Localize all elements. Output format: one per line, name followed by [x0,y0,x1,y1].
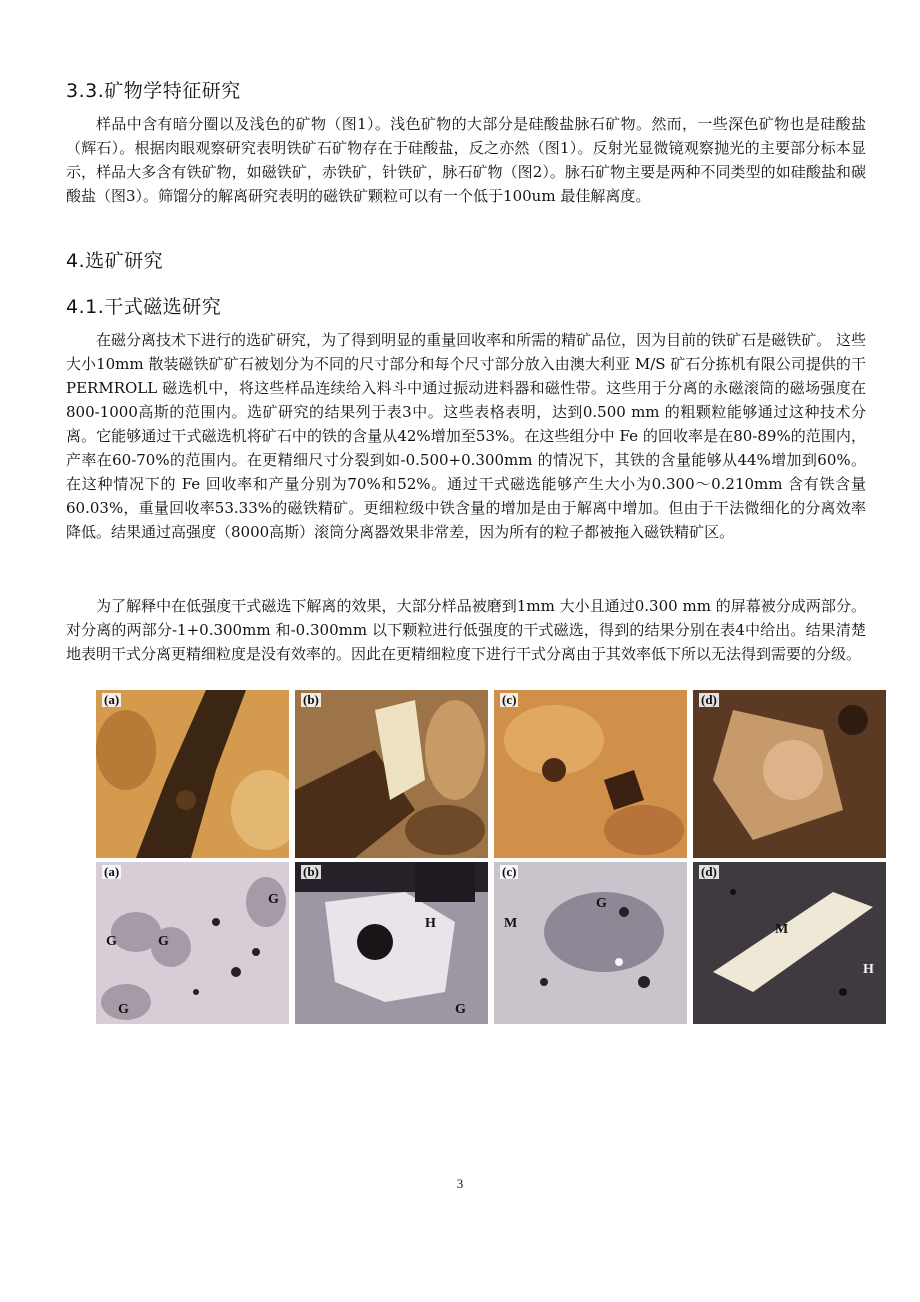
panel-label: (a) [104,692,120,707]
paragraph-mineralogy: 样品中含有暗分圈以及浅色的矿物（图1）。浅色矿物的大部分是硅酸盐脉石矿物。然而，一些深色矿物也是硅酸盐（辉石）。根据肉眼观察研究表明铁矿石矿物存在于硅酸盐，反之亦然（图1）。反射光显微镜观察抛光的主要部分标本显示，样品大多含有铁矿物，如磁铁矿，赤铁矿，针铁矿，脉石矿物（图2）。脉石矿物主要是两种不同类型的如硅酸盐和碳酸盐（图3）。筛馏分的解离研究表明的磁铁矿颗粒可以有一个低于100um 最佳解离度。 [66,115,866,205]
mineral-label: G [596,896,607,911]
photo-top-a [96,690,289,858]
photo-top-b [295,690,488,858]
panel-label: (d) [701,692,717,707]
photo-top-d [693,690,886,858]
figure-2-micrographs [96,862,888,1024]
mineral-label: G [118,1002,129,1017]
mineral-label: G [455,1002,466,1017]
panel-label: (d) [701,864,717,879]
panel-label: (b) [303,864,319,879]
mineral-label: H [863,962,874,977]
photo-top-c [494,690,687,858]
page-number: 3 [456,1176,464,1191]
panel-label: (c) [502,692,517,707]
panel-label: (b) [303,692,319,707]
mineral-label: G [158,934,169,949]
micrograph-d [693,862,886,1024]
micrograph-c [494,862,687,1024]
mineral-label: G [268,892,279,907]
micrograph-b [295,862,488,1024]
micrograph-a [96,862,289,1024]
mineral-label: G [106,934,117,949]
section-heading-4: 4.选矿研究 [66,250,164,272]
paragraph-dry-magnetic-1: 在磁分离技术下进行的选矿研究，为了得到明显的重量回收率和所需的精矿品位，因为目前的铁矿石是磁铁矿。 这些大小10mm 散装磁铁矿矿石被划分为不同的尺寸部分和每个尺寸部分放入由澳大利亚 M/S 矿石分拣机有限公司提供的干 PERMROLL 磁选机中，将这些样品连续给入料斗中通过振动进料器和磁性带。这些用于分离的永磁滚筒的磁场强度在800-1000高斯的范围内。选矿研究的结果列于表3中。这些表格表明，达到0.500 mm 的粗颗粒能够通过这种技术分离。它能够通过干式磁选机将矿石中的铁的含量从42%增加至53%。在这些组分中 Fe 的回收率是在80-89%的范围内，产率在60-70%的范围内。在更精细尺寸分裂到如-0.500+0.300mm 的情况下，其铁的含量能够从44%增加到60%。在这种情况下的 Fe 回收率和产量分别为70%和52%。通过干式磁选能够产生大小为0.300～0.210mm 含有铁含量60.03%，重量回收率53.33%的磁铁精矿。更细粒级中铁含量的增加是由于解离中增加。但由于干法微细化的分离效率降低。结果通过高强度（8000高斯）滚筒分离器效果非常差，因为所有的粒子都被拖入磁铁精矿区。 [66,331,866,541]
figure-1-photos [96,690,888,858]
mineral-label: M [775,922,789,937]
paragraph-dry-magnetic-2: 为了解释中在低强度干式磁选下解离的效果，大部分样品被磨到1mm 大小且通过0.300 mm 的屏幕被分成两部分。对分离的两部分-1+0.300mm 和-0.300mm 以下颗粒进行低强度的干式磁选，得到的结果分别在表4中给出。结果清楚地表明干式分离更精细粒度是没有效率的。因此在更精细粒度下进行干式分离由于其效率低下所以无法得到需要的分级。 [66,597,866,663]
panel-label: (a) [104,864,120,879]
panel-label: (c) [502,864,517,879]
mineral-label: H [425,916,436,931]
section-heading-4-1: 4.1.干式磁选研究 [66,296,222,318]
mineral-label: M [504,916,518,931]
section-heading-3-3: 3.3.矿物学特征研究 [66,80,241,102]
